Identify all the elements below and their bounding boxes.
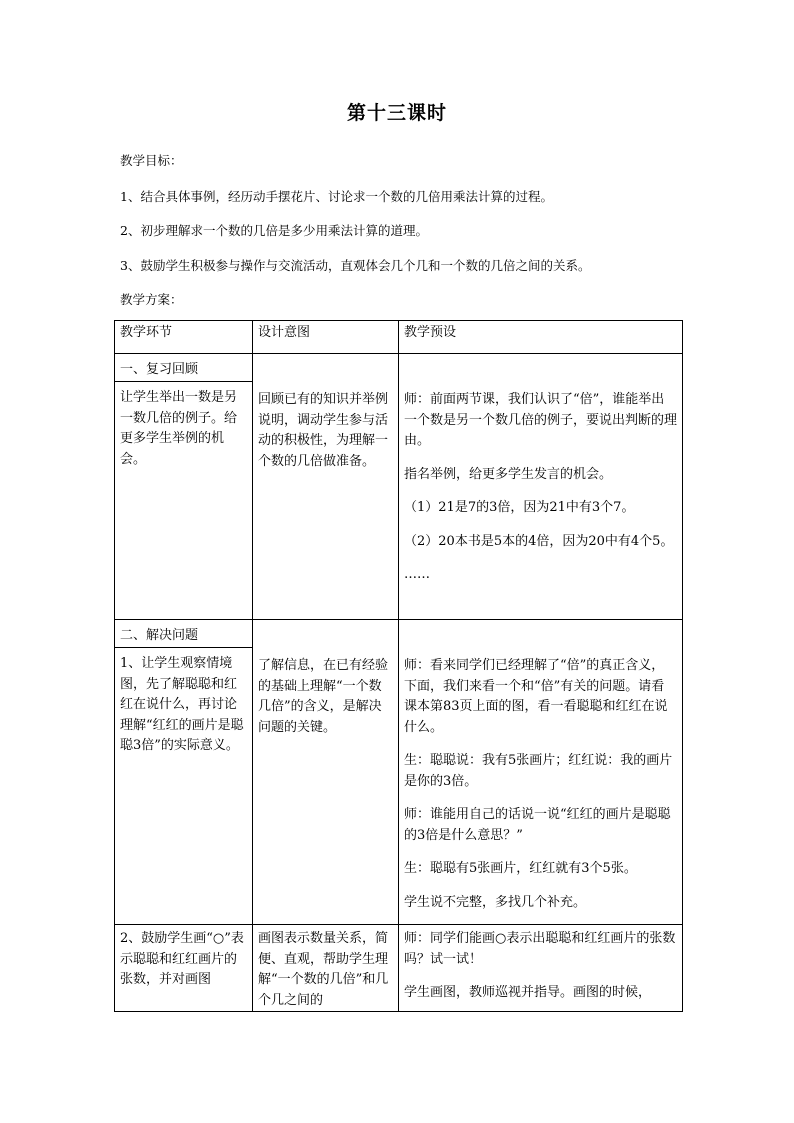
row-3-stage: 2、鼓励学生画“○”表示聪聪和红红画片的张数，并对画图 bbox=[120, 931, 244, 987]
preset-paragraph: 学生画图，教师巡视并指导。画图的时候， bbox=[404, 985, 652, 1000]
preset-paragraph: …… bbox=[404, 567, 430, 582]
section-1-preset-cell bbox=[399, 354, 683, 620]
header-intent: 设计意图 bbox=[253, 321, 399, 354]
teaching-plan-table bbox=[114, 320, 683, 1012]
plan-label: 教学方案： bbox=[120, 292, 183, 307]
section-1-intent: 回顾已有的知识并举例说明，调动学生参与活动的积极性，为理解一个数的几倍做准备。 bbox=[258, 392, 389, 469]
objective-2: 2、初步理解求一个数的几倍是多少用乘法计算的道理。 bbox=[120, 223, 428, 238]
section-1-stage: 让学生举出一数是另一数几倍的例子。给更多学生举例的机会。 bbox=[120, 390, 238, 467]
section-2-stage: 1、让学生观察情境图，先了解聪聪和红红在说什么，再讨论理解“红红的画片是聪聪3倍”的实际意义。 bbox=[120, 656, 244, 753]
section-1-title: 一、复习回顾 bbox=[115, 354, 253, 382]
preset-paragraph: 师：谁能用自己的话说一说“红红的画片是聪聪的3倍是什么意思？” bbox=[404, 807, 671, 843]
objective-1: 1、结合具体事例，经历动手摆花片、讨论求一个数的几倍用乘法计算的过程。 bbox=[120, 189, 553, 204]
section-2-preset-cell bbox=[399, 620, 683, 925]
section-title-row bbox=[115, 354, 683, 382]
preset-paragraph: 师：看来同学们已经理解了“倍”的真正含义，下面，我们来看一个和“倍”有关的问题。请看课本第83页上面的图，看一看聪聪和红红在说什么。 bbox=[404, 658, 668, 735]
section-2-intent-cell bbox=[253, 620, 399, 925]
row-3-stage-cell bbox=[115, 925, 253, 1012]
preset-paragraph: 生：聪聪有5张画片，红红就有3个5张。 bbox=[404, 861, 637, 876]
row-3-intent-cell bbox=[253, 925, 399, 1012]
section-2-title: 二、解决问题 bbox=[115, 620, 253, 648]
table-row bbox=[115, 925, 683, 1012]
section-1-intent-cell bbox=[253, 354, 399, 620]
preset-paragraph: 学生说不完整，多找几个补充。 bbox=[404, 894, 587, 910]
preset-paragraph: （2）20本书是5本的4倍，因为20中有4个5。 bbox=[404, 533, 674, 549]
objectives-label: 教学目标： bbox=[120, 153, 183, 168]
preset-paragraph: 师：同学们能画○表示出聪聪和红红画片的张数吗？试一试！ bbox=[404, 931, 676, 967]
header-preset: 教学预设 bbox=[399, 321, 683, 354]
preset-paragraph: （1）21是7的3倍，因为21中有3个7。 bbox=[404, 500, 635, 515]
section-2-intent: 了解信息，在已有经验的基础上理解“一个数几倍”的含义，是解决问题的关键。 bbox=[258, 658, 389, 735]
preset-paragraph: 指名举例，给更多学生发言的机会。 bbox=[404, 466, 613, 482]
preset-paragraph: 师：前面两节课，我们认识了“倍”，谁能举出一个数是另一个数几倍的例子，要说出判断的理由。 bbox=[404, 392, 678, 448]
section-1-stage-cell bbox=[115, 382, 253, 620]
preset-paragraph: 生：聪聪说：我有5张画片；红红说：我的画片是你的3倍。 bbox=[404, 753, 673, 789]
section-2-stage-cell bbox=[115, 648, 253, 925]
row-3-preset-cell bbox=[399, 925, 683, 1012]
header-stage: 教学环节 bbox=[115, 321, 253, 354]
objective-3: 3、鼓励学生积极参与操作与交流活动，直观体会几个几和一个数的几倍之间的关系。 bbox=[120, 258, 591, 273]
page-title: 第十三课时 bbox=[346, 102, 447, 124]
row-3-intent: 画图表示数量关系，简便、直观，帮助学生理解“一个数的几倍”和几个几之间的 bbox=[258, 931, 389, 1008]
section-title-row bbox=[115, 620, 683, 648]
table-header-row bbox=[115, 321, 683, 354]
